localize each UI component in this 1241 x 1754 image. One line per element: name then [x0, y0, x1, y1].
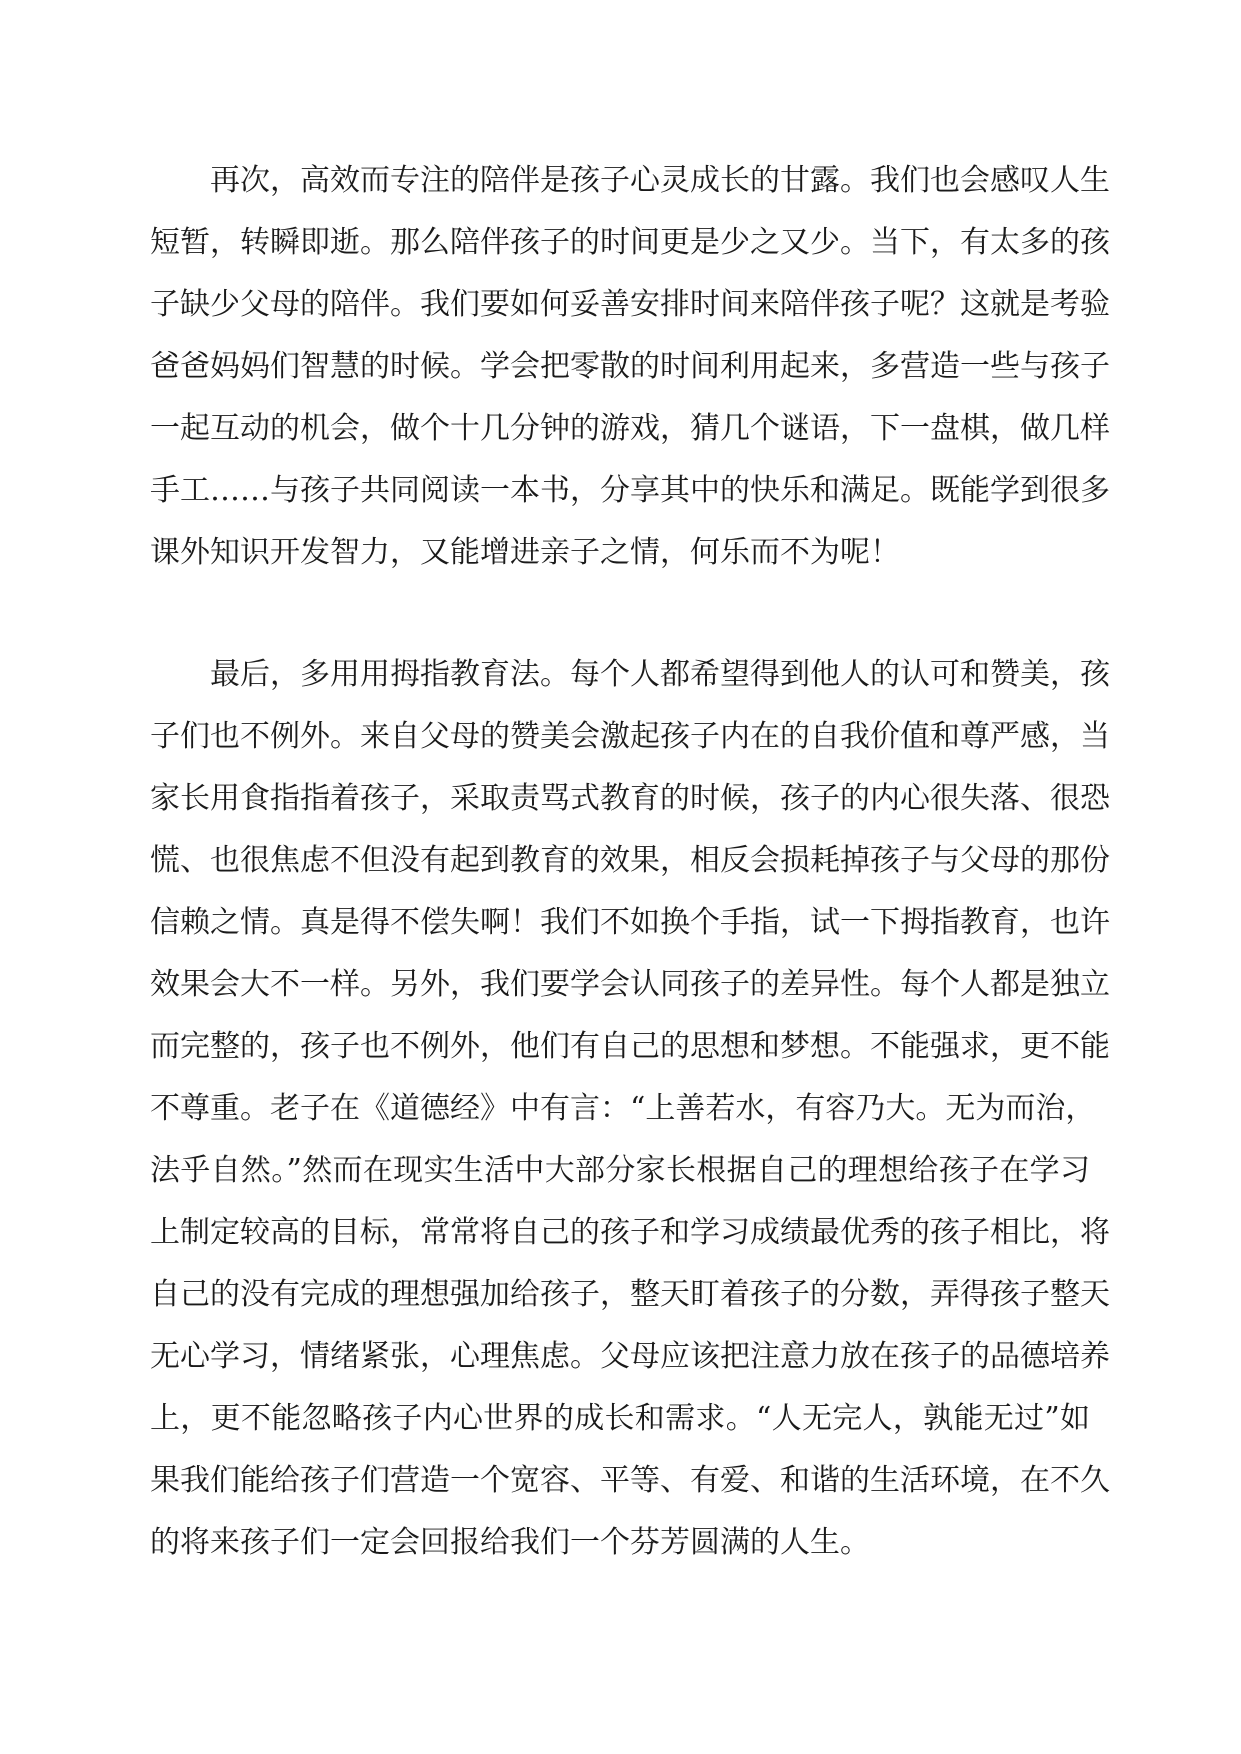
- paragraph-line: 爸爸妈妈们智慧的时候。学会把零散的时间利用起来，多营造一些与孩子: [150, 349, 1110, 384]
- paragraph-line: 上，更不能忽略孩子内心世界的成长和需求。“人无完人，孰能无过”如: [150, 1401, 1090, 1436]
- paragraph-line: 子们也不例外。来自父母的赞美会激起孩子内在的自我价值和尊严感，当: [150, 719, 1110, 754]
- paragraph-line: 不尊重。老子在《道德经》中有言：“上善若水，有容乃大。无为而治，: [150, 1091, 1096, 1126]
- paragraph-line: 而完整的，孩子也不例外，他们有自己的思想和梦想。不能强求，更不能: [150, 1029, 1110, 1064]
- paragraph-line: 法乎自然。”然而在现实生活中大部分家长根据自己的理想给孩子在学习: [150, 1153, 1090, 1188]
- paragraph-line: 家长用食指指着孩子，采取责骂式教育的时候，孩子的内心很失落、很恐: [150, 781, 1110, 816]
- paragraph-line: 最后，多用用拇指教育法。每个人都希望得到他人的认可和赞美，孩: [210, 657, 1110, 692]
- document-body: [150, 150, 1110, 1574]
- paragraph-line: 的将来孩子们一定会回报给我们一个芬芳圆满的人生。: [150, 1525, 870, 1560]
- paragraph-line: 再次，高效而专注的陪伴是孩子心灵成长的甘露。我们也会感叹人生: [210, 163, 1110, 198]
- paragraph-line: 手工……与孩子共同阅读一本书，分享其中的快乐和满足。既能学到很多: [150, 473, 1110, 508]
- paragraph-thumb-education: [150, 644, 1110, 1574]
- paragraph-line: 短暂，转瞬即逝。那么陪伴孩子的时间更是少之又少。当下，有太多的孩: [150, 225, 1110, 260]
- paragraph-line: 效果会大不一样。另外，我们要学会认同孩子的差异性。每个人都是独立: [150, 967, 1110, 1002]
- paragraph-line: 果我们能给孩子们营造一个宽容、平等、有爱、和谐的生活环境，在不久: [150, 1463, 1110, 1498]
- paragraph-line: 无心学习，情绪紧张，心理焦虑。父母应该把注意力放在孩子的品德培养: [150, 1339, 1110, 1374]
- paragraph-line: 一起互动的机会，做个十几分钟的游戏，猜几个谜语，下一盘棋，做几样: [150, 411, 1110, 446]
- paragraph-spacer: [150, 584, 1090, 644]
- paragraph-line: 自己的没有完成的理想强加给孩子，整天盯着孩子的分数，弄得孩子整天: [150, 1277, 1110, 1312]
- paragraph-companionship: [150, 150, 1110, 584]
- paragraph-line: 信赖之情。真是得不偿失啊！我们不如换个手指，试一下拇指教育，也许: [150, 905, 1110, 940]
- paragraph-line: 子缺少父母的陪伴。我们要如何妥善安排时间来陪伴孩子呢？这就是考验: [150, 287, 1110, 322]
- paragraph-line: 上制定较高的目标，常常将自己的孩子和学习成绩最优秀的孩子相比，将: [150, 1215, 1110, 1250]
- paragraph-line: 课外知识开发智力，又能增进亲子之情，何乐而不为呢！: [150, 535, 900, 570]
- paragraph-line: 慌、也很焦虑不但没有起到教育的效果，相反会损耗掉孩子与父母的那份: [150, 843, 1110, 878]
